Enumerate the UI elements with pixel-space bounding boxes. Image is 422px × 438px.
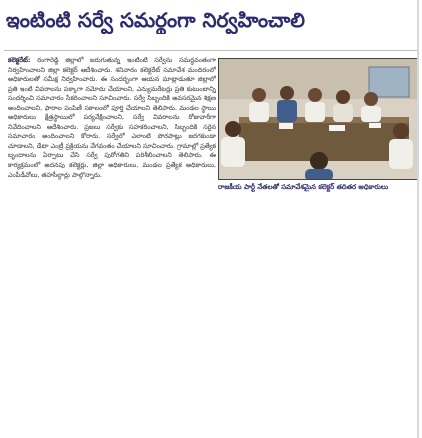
person-8-head: [310, 152, 328, 170]
person-1-body: [249, 102, 269, 122]
person-5-head: [364, 92, 378, 106]
person-3-body: [305, 102, 325, 122]
person-7-body: [389, 139, 413, 169]
papers-2: [329, 125, 345, 131]
person-6-head: [225, 121, 241, 137]
article-headline: ఇంటింటి సర్వే సమర్థంగా నిర్వహించాలి: [6, 8, 305, 32]
clipping-right-border: [417, 0, 419, 438]
person-7-head: [393, 123, 409, 139]
article-photo: [218, 58, 418, 180]
article-body: [8, 56, 216, 436]
photo-caption: రాజకీయ పార్టీ నేతలతో సమావేశమైన కలెక్టర్ తదితర అధికారులు: [218, 183, 389, 191]
person-1-head: [252, 88, 266, 102]
meeting-photo: [219, 59, 417, 179]
person-2-head: [280, 86, 294, 100]
photo-window: [369, 67, 409, 97]
person-4-body: [333, 104, 353, 122]
person-6-body: [221, 137, 245, 167]
article-body-text: రంగారెడ్డి జిల్లాలో జరుగుతున్న ఇంటింటి సర్వేను సమర్థవంతంగా నిర్వహించాలని జిల్లా కలెక్టర్ ఆదేశించారు. శనివారం కలెక్టరేట్ సమావేశ మందిరంలో అధికారులతో సమీక్ష నిర్వహించారు. ఈ సందర్భంగా ఆయన మాట్లాడుతూ జిల్లాలో ప్రతి ఇంటి వివరాలను పక్కాగా నమోదు చేయాలని, ఎన్యుమరేటర్లు ప్రతి కుటుంబాన్ని సందర్శించి సమాచారం సేకరించాలని సూచించారు. సర్వే సిబ్బందికి అవసరమైన శిక్షణ అందించాలని, ఫారాల పంపిణీ సకాలంలో పూర్తి చేయాలని తెలిపారు. మండల స్థాయి అధికారులు క్షేత్రస్థాయిలో పర్యవేక్షించాలని, సర్వే వివరాలను రోజువారీగా నివేదించాలని ఆదేశించారు. ప్రజలు సర్వేకు సహకరించాలని, సిబ్బందికి సరైన సమాచారం అందించాలని కోరారు. సర్వేలో ఎలాంటి పొరపాట్లు జరగకుండా చూడాలని, డేటా ఎంట్రీ ప్రక్రియను వేగవంతం చేయాలని సూచించారు. గ్రామాల్లో ప్రత్యేక బృందాలను ఏర్పాటు చేసి సర్వే పురోగతిని పరిశీలించాలని తెలిపారు. ఈ కార్యక్రమంలో అదనపు కలెక్టర్లు, జిల్లా అధికారులు, మండల ప్రత్యేక అధికారులు, ఎంపీడీవోలు, తహసీల్దార్లు పాల్గొన్నారు.: [8, 56, 216, 179]
papers-3: [369, 123, 381, 128]
article-byline: కలెక్టరేట్:: [8, 56, 31, 64]
person-4-head: [336, 90, 350, 104]
person-2-body: [277, 100, 297, 122]
person-8-body: [305, 169, 333, 179]
person-3-head: [308, 88, 322, 102]
papers-1: [279, 123, 293, 129]
headline-divider: [4, 50, 418, 51]
person-5-body: [361, 106, 381, 122]
